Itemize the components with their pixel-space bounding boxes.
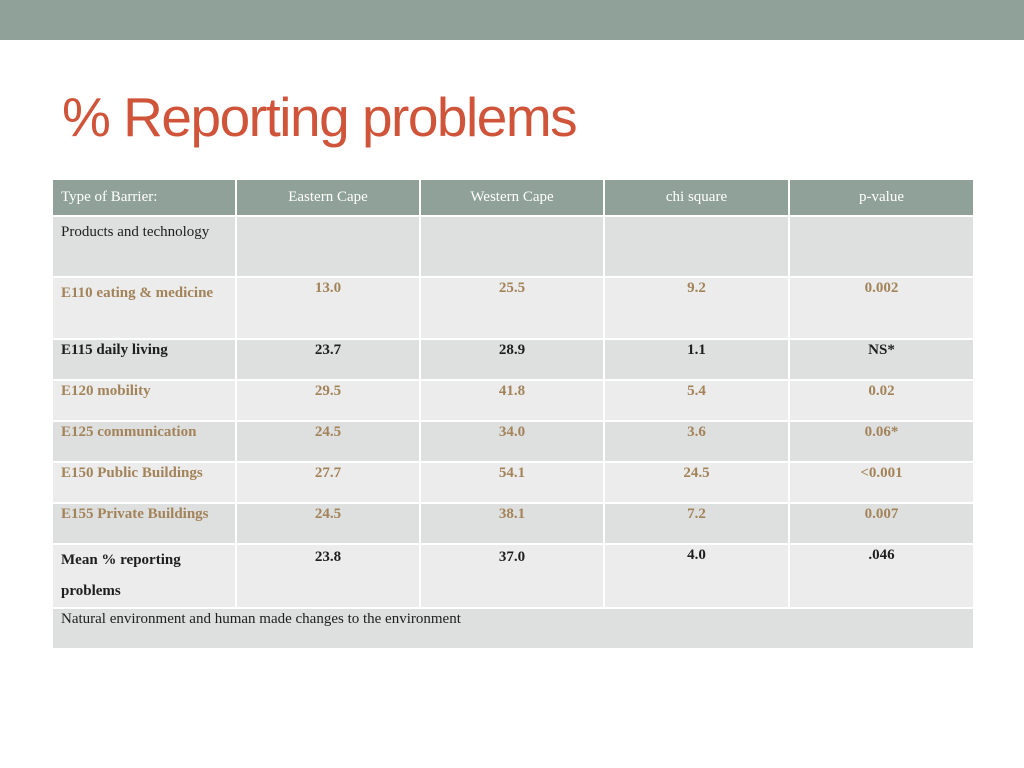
table-cell <box>420 216 604 277</box>
chi-value: 5.4 <box>604 380 789 421</box>
row-label: E110 eating & medicine <box>52 277 236 339</box>
footer-note: Natural environment and human made changes to the environment <box>52 608 974 649</box>
header-eastern-cape: Eastern Cape <box>236 179 420 216</box>
chi-value: 3.6 <box>604 421 789 462</box>
table-row <box>52 277 974 339</box>
p-value: 0.007 <box>789 503 974 544</box>
western-value: 28.9 <box>420 339 604 380</box>
eastern-value: 27.7 <box>236 462 420 503</box>
p-value: 0.06* <box>789 421 974 462</box>
p-value: .046 <box>789 544 974 608</box>
western-value: 34.0 <box>420 421 604 462</box>
table-row <box>52 339 974 380</box>
chi-value: 4.0 <box>604 544 789 608</box>
row-label: E150 Public Buildings <box>52 462 236 503</box>
eastern-value: 23.7 <box>236 339 420 380</box>
table-row <box>52 380 974 421</box>
western-value: 37.0 <box>420 544 604 608</box>
eastern-value: 13.0 <box>236 277 420 339</box>
mean-row <box>52 544 974 608</box>
western-value: 54.1 <box>420 462 604 503</box>
barrier-table <box>51 178 975 650</box>
table-cell <box>789 216 974 277</box>
p-value: 0.02 <box>789 380 974 421</box>
table-header-row <box>52 179 974 216</box>
eastern-value: 24.5 <box>236 503 420 544</box>
chi-value: 7.2 <box>604 503 789 544</box>
header-western-cape: Western Cape <box>420 179 604 216</box>
chi-value: 9.2 <box>604 277 789 339</box>
header-chi-square: chi square <box>604 179 789 216</box>
eastern-value: 23.8 <box>236 544 420 608</box>
section-row-products <box>52 216 974 277</box>
p-value: <0.001 <box>789 462 974 503</box>
section-label: Products and technology <box>52 216 236 277</box>
western-value: 25.5 <box>420 277 604 339</box>
p-value: NS* <box>789 339 974 380</box>
table-row <box>52 462 974 503</box>
top-accent-bar <box>0 0 1024 40</box>
table-cell <box>236 216 420 277</box>
footer-note-row <box>52 608 974 649</box>
eastern-value: 29.5 <box>236 380 420 421</box>
eastern-value: 24.5 <box>236 421 420 462</box>
row-label: E120 mobility <box>52 380 236 421</box>
table-row <box>52 503 974 544</box>
row-label: E115 daily living <box>52 339 236 380</box>
table-row <box>52 421 974 462</box>
row-label: Mean % reporting problems <box>52 544 236 608</box>
row-label: E155 Private Buildings <box>52 503 236 544</box>
chi-value: 24.5 <box>604 462 789 503</box>
row-label: E125 communication <box>52 421 236 462</box>
western-value: 41.8 <box>420 380 604 421</box>
table-cell <box>604 216 789 277</box>
header-type-of-barrier: Type of Barrier: <box>52 179 236 216</box>
p-value: 0.002 <box>789 277 974 339</box>
slide-title: % Reporting problems <box>62 86 577 148</box>
header-p-value: p-value <box>789 179 974 216</box>
western-value: 38.1 <box>420 503 604 544</box>
chi-value: 1.1 <box>604 339 789 380</box>
